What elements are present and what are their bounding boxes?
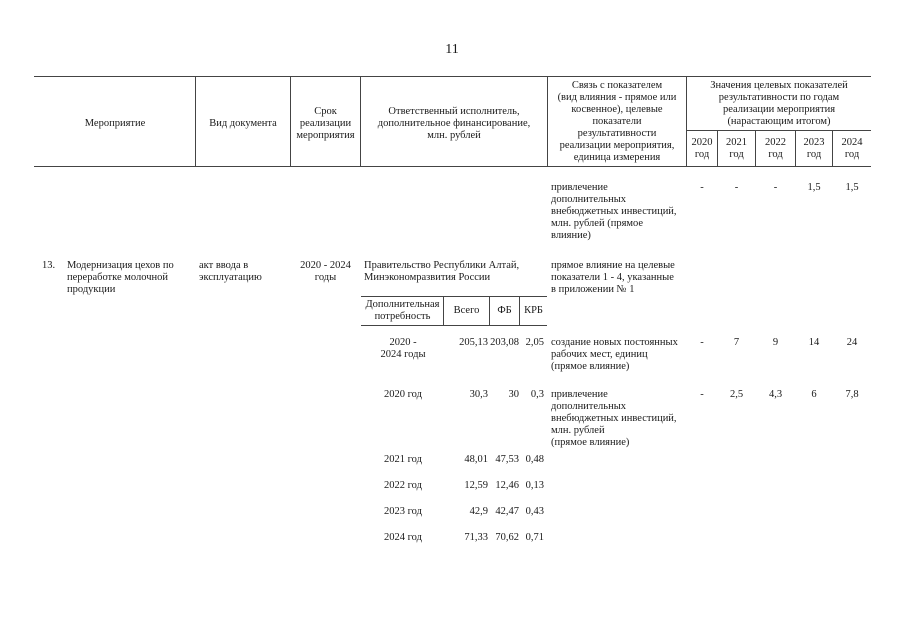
header-bottom-border: [34, 166, 871, 167]
fin-fb: 12,46: [495, 480, 519, 491]
row-number: 13.: [42, 260, 56, 271]
indicator-value: 24: [846, 337, 858, 348]
fin-krb: 0,3: [530, 389, 544, 400]
indicator-value: 14: [808, 337, 820, 348]
indicator-text: прямое влияние на целевые показатели 1 - 4, указанные в приложении № 1: [551, 260, 675, 295]
indicator-value: 2,5: [729, 389, 744, 400]
indicator-value: 1,5: [845, 182, 859, 193]
indicator-value: -: [734, 182, 739, 193]
fin-total: 30,3: [469, 389, 488, 400]
header-link: Связь с показателем (вид влияния - прямое или косвенное), целевые показатели результативности реализации мероприятия, единица измерения: [557, 80, 677, 163]
indicator-value: 7: [733, 337, 740, 348]
fin-total: 71,33: [464, 532, 488, 543]
fin-period: 2020 - 2024 годы: [380, 337, 426, 360]
header-year-2021: 2021 год: [726, 137, 747, 160]
fin-total: 12,59: [464, 480, 488, 491]
row-term: 2020 - 2024 годы: [300, 260, 351, 283]
fin-krb: 0,13: [525, 480, 544, 491]
fin-fb: 47,53: [495, 454, 519, 465]
header-term: Срок реализации мероприятия: [296, 106, 355, 141]
header-year-2023: 2023 год: [803, 137, 825, 160]
indicator-value: -: [700, 337, 704, 348]
header-year-2020: 2020 год: [691, 137, 713, 160]
fin-total: 205,13: [459, 337, 488, 348]
fin-total: 48,01: [464, 454, 488, 465]
indicator-value: 4,3: [768, 389, 783, 400]
table-top-border: [34, 76, 871, 77]
fin-period: 2021 год: [384, 454, 422, 465]
header-measure: Мероприятие: [84, 118, 146, 129]
indicator-text: создание новых постоянных рабочих мест, единиц (прямое влияние): [551, 337, 678, 372]
indicator-value: -: [773, 182, 778, 193]
indicator-value: 1,5: [807, 182, 821, 193]
fin-header-need: Дополнительная потребность: [365, 299, 440, 322]
indicator-value: 6: [811, 389, 817, 400]
fin-krb: 0,71: [525, 532, 544, 543]
indicator-value: 7,8: [845, 389, 859, 400]
indicator-value: -: [700, 389, 704, 400]
fin-period: 2020 год: [384, 389, 422, 400]
indicator-text: привлечение дополнительных внебюджетных инвестиций, млн. рублей (прямое влияние): [551, 389, 677, 448]
indicator-text: привлечение дополнительных внебюджетных инвестиций, млн. рублей (прямое влияние): [551, 182, 677, 241]
fin-krb: 2,05: [525, 337, 544, 348]
row-measure: Модернизация цехов по переработке молочной продукции: [67, 260, 174, 295]
fin-header-krb: КРБ: [524, 305, 543, 316]
fin-period: 2024 год: [384, 532, 422, 543]
header-doc-type: Вид документа: [209, 118, 277, 129]
fin-period: 2022 год: [384, 480, 422, 491]
header-responsible: Ответственный исполнитель, дополнительное финансирование, млн. рублей: [377, 106, 531, 141]
fin-krb: 0,43: [525, 506, 544, 517]
page-number: 11: [445, 42, 459, 57]
fin-period: 2023 год: [384, 506, 422, 517]
fin-fb: 30: [508, 389, 519, 400]
fin-fb: 70,62: [495, 532, 519, 543]
row-responsible: Правительство Республики Алтай, Минэкономразвития России: [364, 260, 520, 283]
indicator-value: 9: [772, 337, 779, 348]
fin-fb: 42,47: [495, 506, 519, 517]
fin-header-fb: ФБ: [497, 305, 512, 316]
header-values: Значения целевых показателей результативности по годам реализации мероприятия (нарастающим итогом): [710, 80, 848, 127]
years-top-border: [686, 130, 871, 131]
fin-krb: 0,48: [525, 454, 544, 465]
fin-fb: 203,08: [490, 337, 519, 348]
header-year-2024: 2024 год: [841, 137, 863, 160]
row-doc-type: акт ввода в эксплуатацию: [199, 260, 262, 283]
fin-header-total: Всего: [453, 305, 480, 316]
header-year-2022: 2022 год: [765, 137, 786, 160]
indicator-value: -: [700, 182, 704, 193]
fin-total: 42,9: [469, 506, 488, 517]
